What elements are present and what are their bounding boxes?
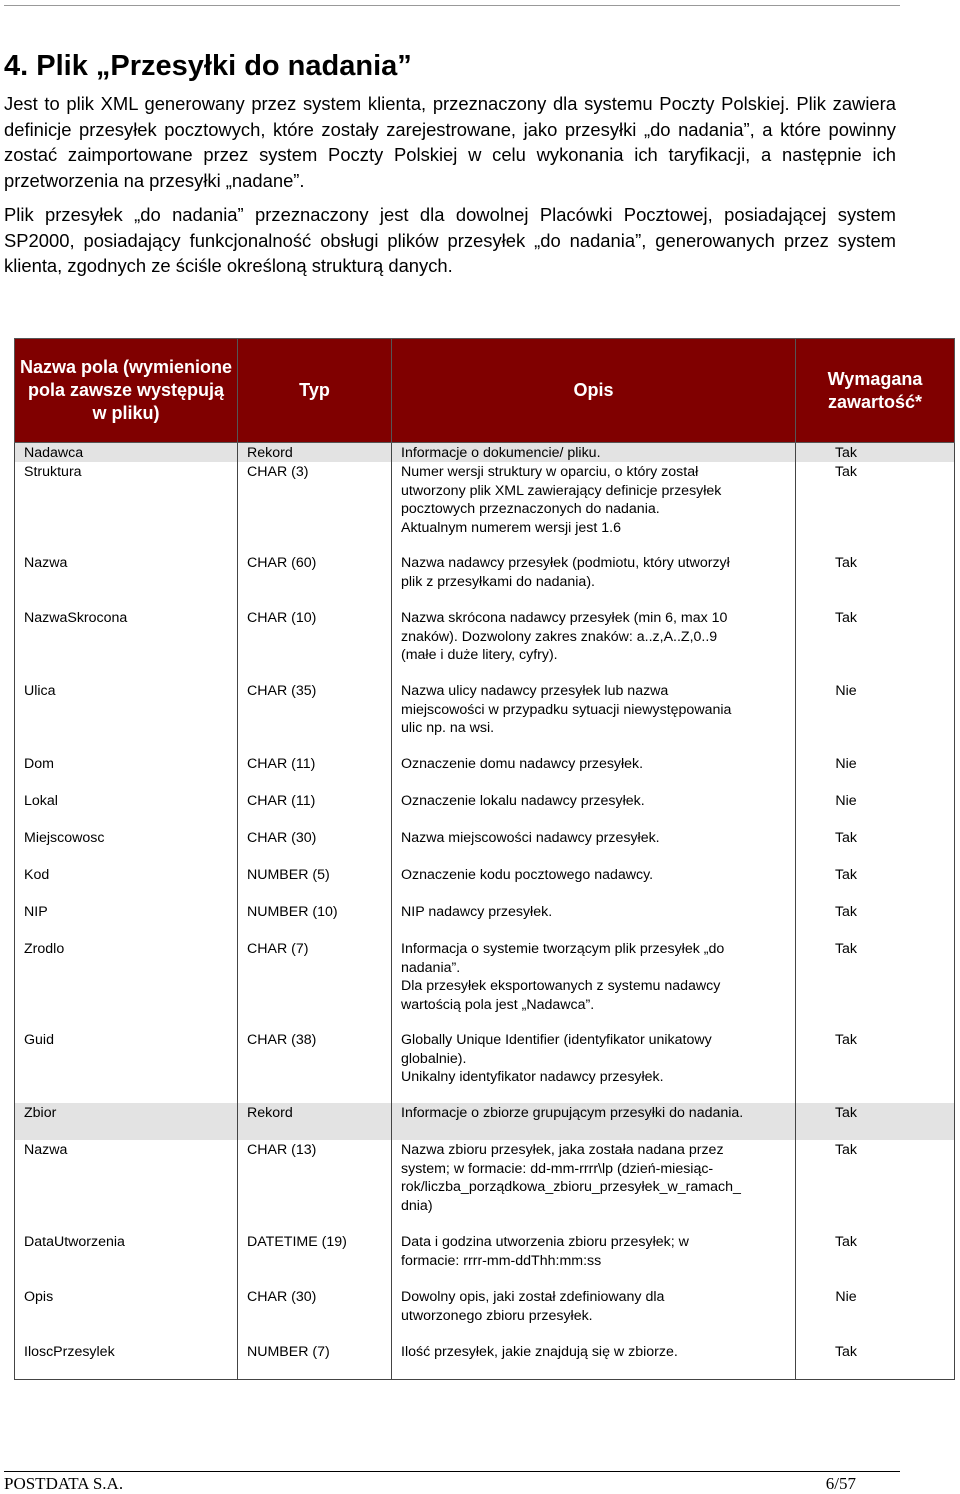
cell-field-name: Opis: [15, 1287, 238, 1342]
table-row: [15, 828, 955, 865]
description-line: Nazwa zbioru przesyłek, jaka została nadana przez: [401, 1142, 724, 1159]
cell-type: CHAR (60): [238, 553, 392, 608]
cell-type: CHAR (11): [238, 754, 392, 791]
field-definition-table: [14, 338, 955, 1380]
description-line: Nazwa ulicy nadawcy przesyłek lub nazwa: [401, 683, 669, 700]
description-line: pocztowych przeznaczonych do nadania.: [401, 501, 660, 518]
description-line: NIP nadawcy przesyłek.: [401, 904, 553, 921]
table-row: [15, 902, 955, 939]
description-line: dnia): [401, 1197, 433, 1214]
table-body: [15, 443, 955, 1380]
cell-type: CHAR (11): [238, 791, 392, 828]
cell-description: [392, 553, 796, 608]
cell-required: Nie: [796, 681, 955, 754]
cell-type: CHAR (30): [238, 828, 392, 865]
cell-field-name: Kod: [15, 865, 238, 902]
cell-required: Tak: [796, 1140, 955, 1232]
table-group-row: [15, 1103, 955, 1140]
cell-field-name: Nadawca: [15, 443, 238, 463]
cell-type: CHAR (38): [238, 1030, 392, 1103]
description-line: Oznaczenie lokalu nadawcy przesyłek.: [401, 793, 645, 810]
cell-required: Nie: [796, 754, 955, 791]
cell-description: [392, 1342, 796, 1379]
cell-field-name: IloscPrzesylek: [15, 1342, 238, 1379]
table-row: [15, 1140, 955, 1232]
cell-required: Tak: [796, 902, 955, 939]
cell-type: CHAR (7): [238, 939, 392, 1030]
cell-field-name: Guid: [15, 1030, 238, 1103]
cell-description: [392, 939, 796, 1030]
table-row: [15, 1232, 955, 1287]
cell-type: NUMBER (5): [238, 865, 392, 902]
description-line: Aktualnym numerem wersji jest 1.6: [401, 519, 621, 536]
table-group-row: [15, 443, 955, 463]
cell-field-name: Zbior: [15, 1103, 238, 1140]
cell-description: [392, 902, 796, 939]
table-row: [15, 939, 955, 1030]
cell-field-name: Nazwa: [15, 1140, 238, 1232]
table-row: [15, 553, 955, 608]
footer-page-number: 6/57: [825, 1474, 856, 1493]
top-rule: [4, 5, 900, 6]
description-line: Informacja o systemie tworzącym plik przesyłek „do: [401, 941, 725, 958]
cell-required: Tak: [796, 1030, 955, 1103]
description-line: Data i godzina utworzenia zbioru przesyłek; w: [401, 1234, 689, 1251]
cell-description: [392, 1140, 796, 1232]
footer-company: POSTDATA S.A.: [4, 1474, 124, 1493]
description-line: Nazwa skrócona nadawcy przesyłek (min 6, max 10: [401, 610, 728, 627]
cell-type: Rekord: [238, 1103, 392, 1140]
cell-type: CHAR (30): [238, 1287, 392, 1342]
cell-description: [392, 865, 796, 902]
table-row: [15, 608, 955, 681]
cell-description: [392, 1287, 796, 1342]
cell-required: Nie: [796, 1287, 955, 1342]
description-line: nadania”.: [401, 959, 461, 976]
header-description: Opis: [392, 339, 796, 443]
cell-required: Tak: [796, 865, 955, 902]
cell-field-name: Struktura: [15, 462, 238, 553]
description-line: Globally Unique Identifier (identyfikator unikatowy: [401, 1032, 712, 1049]
cell-description: [392, 1030, 796, 1103]
table-row: [15, 1287, 955, 1342]
cell-description: [392, 1232, 796, 1287]
description-line: plik z przesyłkami do nadania).: [401, 573, 595, 590]
cell-description: [392, 443, 796, 463]
cell-type: DATETIME (19): [238, 1232, 392, 1287]
description-line: znaków). Dozwolony zakres znaków: a..z,A..Z,0..9: [401, 628, 718, 645]
cell-required: Tak: [796, 1103, 955, 1140]
header-type: Typ: [238, 339, 392, 443]
cell-field-name: Ulica: [15, 681, 238, 754]
cell-type: CHAR (10): [238, 608, 392, 681]
description-line: system; w formacie: dd-mm-rrrr\lp (dzień-miesiąc-: [401, 1160, 714, 1177]
description-line: utworzony plik XML zawierający definicje przesyłek: [401, 482, 722, 499]
cell-description: [392, 791, 796, 828]
cell-field-name: Zrodlo: [15, 939, 238, 1030]
description-line: Oznaczenie domu nadawcy przesyłek.: [401, 756, 644, 773]
description-line: Nazwa nadawcy przesyłek (podmiotu, który utworzył: [401, 555, 730, 572]
description-line: Dowolny opis, jaki został zdefiniowany dla: [401, 1289, 665, 1306]
description-line: (małe i duże litery, cyfry).: [401, 647, 558, 664]
cell-description: [392, 462, 796, 553]
description-line: utworzonego zbioru przesyłek.: [401, 1307, 593, 1324]
cell-required: Tak: [796, 553, 955, 608]
table-header-row: [15, 339, 955, 443]
description-line: Oznaczenie kodu pocztowego nadawcy.: [401, 867, 654, 884]
description-line: Unikalny identyfikator nadawcy przesyłek.: [401, 1069, 664, 1086]
table-row: [15, 462, 955, 553]
cell-field-name: Dom: [15, 754, 238, 791]
cell-field-name: NIP: [15, 902, 238, 939]
cell-field-name: Nazwa: [15, 553, 238, 608]
description-line: ulic np. na wsi.: [401, 720, 495, 737]
cell-description: [392, 754, 796, 791]
cell-type: CHAR (3): [238, 462, 392, 553]
cell-required: Tak: [796, 443, 955, 463]
section-heading: 4. Plik „Przesyłki do nadania”: [4, 50, 412, 82]
cell-type: Rekord: [238, 443, 392, 463]
description-line: Nazwa miejscowości nadawcy przesyłek.: [401, 830, 660, 847]
cell-description: [392, 608, 796, 681]
cell-required: Tak: [796, 939, 955, 1030]
cell-type: NUMBER (7): [238, 1342, 392, 1379]
description-line: globalnie).: [401, 1050, 467, 1067]
header-field-name: Nazwa pola (wymienione pola zawsze występują w pliku): [15, 339, 238, 443]
table-row: [15, 791, 955, 828]
cell-required: Tak: [796, 1342, 955, 1379]
cell-field-name: Lokal: [15, 791, 238, 828]
table-row: [15, 754, 955, 791]
cell-type: NUMBER (10): [238, 902, 392, 939]
cell-required: Tak: [796, 462, 955, 553]
description-line: wartością pola jest „Nadawca”.: [401, 996, 595, 1013]
description-line: formacie: rrrr-mm-ddThh:mm:ss: [401, 1252, 602, 1269]
description-line: Numer wersji struktury w oparciu, o który został: [401, 464, 699, 481]
description-line: miejscowości w przypadku sytuacji niewystępowania: [401, 701, 732, 718]
cell-description: [392, 828, 796, 865]
cell-required: Nie: [796, 791, 955, 828]
description-paragraph: Plik przesyłek „do nadania” przeznaczony jest dla dowolnej Placówki Pocztowej, posiadającej system SP2000, posiadający funkcjonalność obsługi plików przesyłek „do nadania”, generowanych przez system klienta, zgodnych ze ściśle określoną strukturą danych.: [4, 204, 896, 276]
description-line: Ilość przesyłek, jakie znajdują się w zbiorze.: [401, 1344, 678, 1361]
cell-field-name: Miejscowosc: [15, 828, 238, 865]
table-row: [15, 1342, 955, 1379]
description-line: Informacje o zbiorze grupującym przesyłki do nadania.: [401, 1105, 744, 1122]
table-row: [15, 681, 955, 754]
description-line: rok/liczba_porządkowa_zbioru_przesyłek_w_ramach_: [401, 1179, 741, 1196]
table-row: [15, 1030, 955, 1103]
cell-description: [392, 681, 796, 754]
table-row: [15, 865, 955, 902]
intro-paragraph: Jest to plik XML generowany przez system klienta, przeznaczony dla systemu Poczty Polskiej. Plik zawiera definicje przesyłek pocztowych, które zostały zarejestrowane, jako przesyłki „do nadania”, a które powinny zostać zaimportowane przez system Poczty Polskiej w celu wykonania ich taryfikacji, a następnie ich przetworzenia na przesyłki „nadane”.: [4, 93, 896, 191]
cell-field-name: DataUtworzenia: [15, 1232, 238, 1287]
cell-description: [392, 1103, 796, 1140]
description-line: Dla przesyłek eksportowanych z systemu nadawcy: [401, 978, 721, 995]
description-line: Informacje o dokumencie/ pliku.: [401, 445, 601, 461]
cell-field-name: NazwaSkrocona: [15, 608, 238, 681]
cell-type: CHAR (35): [238, 681, 392, 754]
cell-required: Tak: [796, 608, 955, 681]
header-required: Wymagana zawartość*: [796, 339, 955, 443]
footer-rule: [4, 1471, 900, 1472]
cell-type: CHAR (13): [238, 1140, 392, 1232]
cell-required: Tak: [796, 828, 955, 865]
cell-required: Tak: [796, 1232, 955, 1287]
